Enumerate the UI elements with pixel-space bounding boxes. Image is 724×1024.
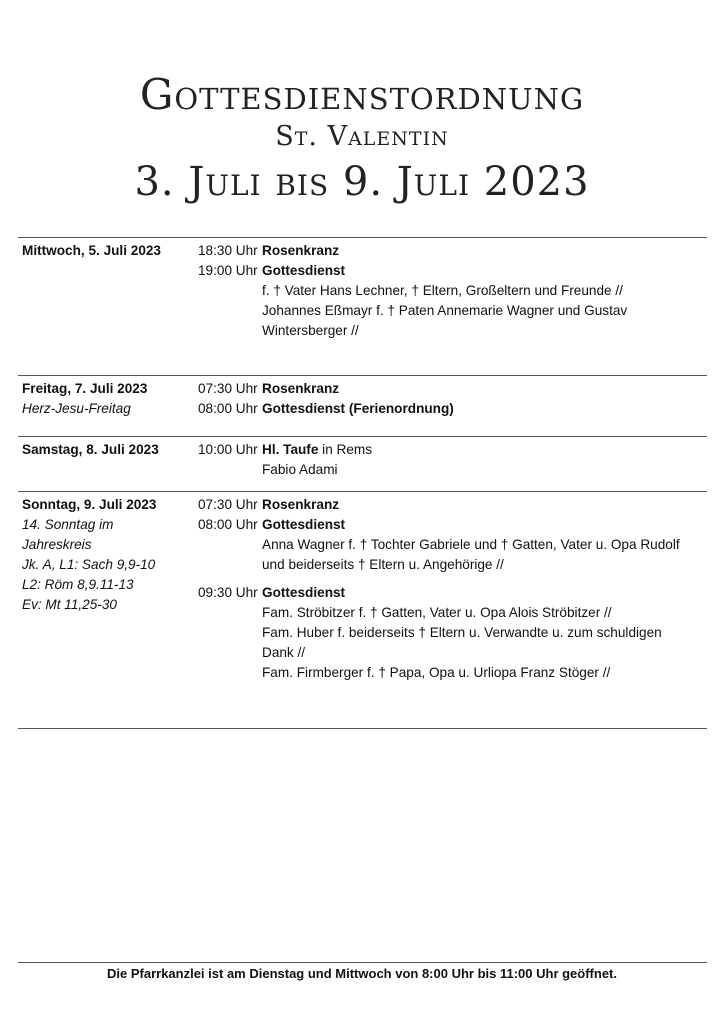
day-column <box>22 379 192 419</box>
event-detail: Dank // <box>262 645 306 660</box>
event-time: 07:30 Uhr <box>198 381 258 396</box>
day-row-wednesday <box>18 237 707 375</box>
event-item <box>198 261 707 281</box>
day-note: Herz-Jesu-Freitag <box>22 401 131 416</box>
event-time: 08:00 Uhr <box>198 401 258 416</box>
page-header <box>0 70 724 206</box>
event-name: Gottesdienst <box>262 263 346 278</box>
day-column <box>22 440 192 460</box>
day-note: Jk. A, L1: Sach 9,9-10 <box>22 557 156 572</box>
day-label: Freitag, 7. Juli 2023 <box>22 381 148 396</box>
day-row-saturday <box>18 436 707 491</box>
event-detail: Wintersberger // <box>262 323 359 338</box>
event-detail: und beiderseits † Eltern u. Angehörige // <box>262 557 504 572</box>
event-detail: Fabio Adami <box>262 462 338 477</box>
event-list <box>198 379 707 419</box>
day-row-friday <box>18 375 707 436</box>
spacer <box>198 575 707 583</box>
event-list <box>198 241 707 341</box>
event-list <box>198 495 707 683</box>
event-list <box>198 440 707 480</box>
day-label: Mittwoch, 5. Juli 2023 <box>22 243 161 258</box>
event-item <box>198 515 707 535</box>
event-time: 19:00 Uhr <box>198 263 258 278</box>
event-item <box>198 583 707 603</box>
date-range: 3. Juli bis 9. Juli 2023 <box>134 159 590 205</box>
day-note: Ev: Mt 11,25-30 <box>22 597 117 612</box>
day-label: Samstag, 8. Juli 2023 <box>22 442 159 457</box>
event-time: 07:30 Uhr <box>198 497 258 512</box>
event-item <box>198 241 707 261</box>
event-time: 18:30 Uhr <box>198 243 258 258</box>
day-column <box>22 495 192 615</box>
office-hours-note: Die Pfarrkanzlei ist am Dienstag und Mittwoch von 8:00 Uhr bis 11:00 Uhr geöffnet. <box>107 966 617 981</box>
event-time: 10:00 Uhr <box>198 442 258 457</box>
event-name: Rosenkranz <box>262 243 340 258</box>
event-name: Rosenkranz <box>262 497 340 512</box>
event-location: in Rems <box>318 442 373 457</box>
page-title: Gottesdienstordnung <box>139 70 585 119</box>
day-row-sunday <box>18 491 707 729</box>
event-detail: Fam. Firmberger f. † Papa, Opa u. Urliopa Franz Stöger // <box>262 665 611 680</box>
event-item <box>198 399 707 419</box>
event-item <box>198 379 707 399</box>
day-note: Jahreskreis <box>22 537 92 552</box>
event-time: 08:00 Uhr <box>198 517 258 532</box>
event-detail: Anna Wagner f. † Tochter Gabriele und † Gatten, Vater u. Opa Rudolf <box>262 537 680 552</box>
event-item <box>198 440 707 460</box>
event-detail: Fam. Ströbitzer f. † Gatten, Vater u. Opa Alois Ströbitzer // <box>262 605 612 620</box>
parish-name: St. Valentin <box>275 121 449 152</box>
event-detail: Johannes Eßmayr f. † Paten Annemarie Wagner und Gustav <box>262 303 628 318</box>
event-name: Gottesdienst <box>262 585 346 600</box>
event-detail: f. † Vater Hans Lechner, † Eltern, Großeltern und Freunde // <box>262 283 623 298</box>
event-item <box>198 495 707 515</box>
footer-divider <box>18 962 707 963</box>
event-name: Rosenkranz <box>262 381 340 396</box>
event-detail: Fam. Huber f. beiderseits † Eltern u. Verwandte u. zum schuldigen <box>262 625 662 640</box>
day-note: 14. Sonntag im <box>22 517 114 532</box>
day-note: L2: Röm 8,9.11-13 <box>22 577 134 592</box>
day-label: Sonntag, 9. Juli 2023 <box>22 497 157 512</box>
event-name: Gottesdienst <box>262 517 346 532</box>
event-time: 09:30 Uhr <box>198 585 258 600</box>
schedule-table <box>18 237 707 729</box>
event-name: Gottesdienst (Ferienordnung) <box>262 401 454 416</box>
day-column <box>22 241 192 261</box>
event-name: Hl. Taufe <box>262 442 319 457</box>
